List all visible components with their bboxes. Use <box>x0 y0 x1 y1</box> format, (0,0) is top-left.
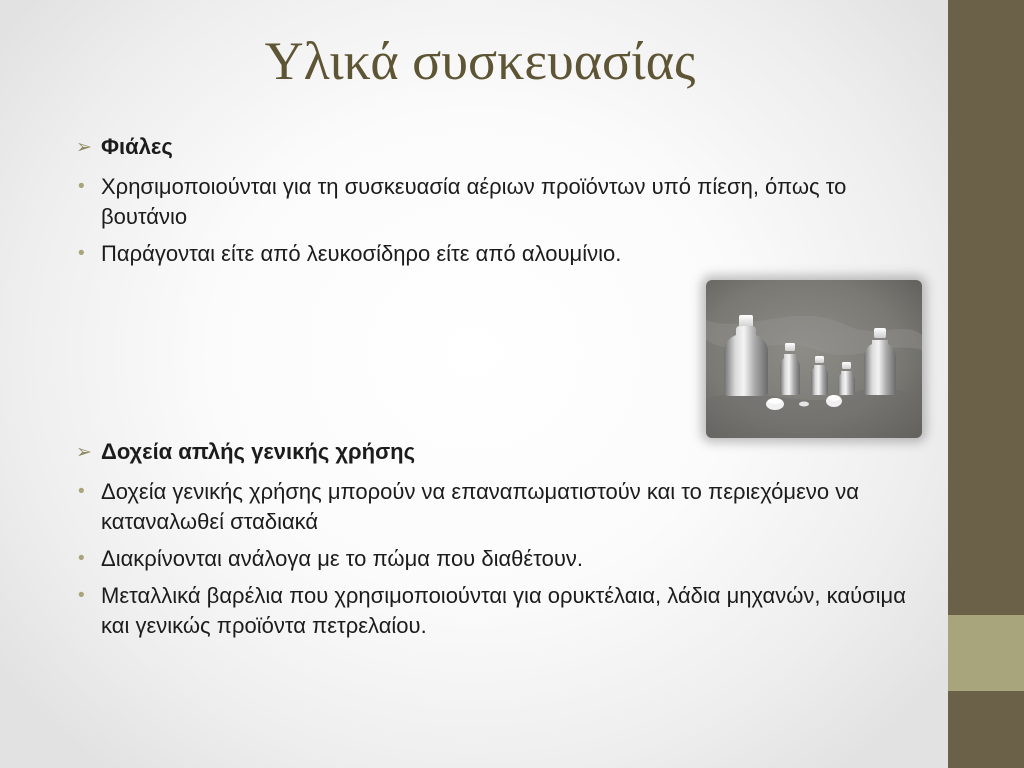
section-general-containers <box>76 437 916 648</box>
dot-bullet-icon: • <box>78 176 85 197</box>
dot-bullet-icon: • <box>78 481 85 502</box>
arrow-bullet-icon: ➢ <box>76 441 92 463</box>
section-heading: Φιάλες <box>101 134 173 159</box>
bullet-item <box>76 477 916 537</box>
dot-bullet-icon: • <box>78 243 85 264</box>
bullet-text: Διακρίνονται ανάλογα με το πώμα που διαθέτουν. <box>101 546 583 571</box>
section-heading-row <box>76 132 916 162</box>
section-heading-row <box>76 437 916 467</box>
bullet-text: Χρησιμοποιούνται για τη συσκευασία αέριων προϊόντων υπό πίεση, όπως το βουτάνιο <box>101 174 847 229</box>
bullet-item <box>76 544 916 574</box>
slide-title: Υλικά συσκευασίας <box>264 31 696 91</box>
dot-bullet-icon: • <box>78 548 85 569</box>
arrow-bullet-icon: ➢ <box>76 136 92 158</box>
aluminum-bottles-photo <box>706 280 922 438</box>
bullet-item <box>76 172 916 232</box>
dot-bullet-icon: • <box>78 585 85 606</box>
section-bottles <box>76 132 916 276</box>
bullet-item <box>76 239 916 269</box>
sidebar-accent-block <box>948 615 1024 691</box>
bullet-item <box>76 581 916 641</box>
bullet-text: Δοχεία γενικής χρήσης μπορούν να επαναπωματιστούν και το περιεχόμενο να καταναλωθεί σταδιακά <box>101 479 859 534</box>
section-heading: Δοχεία απλής γενικής χρήσης <box>101 439 416 464</box>
bullet-text: Παράγονται είτε από λευκοσίδηρο είτε από αλουμίνιο. <box>101 241 622 266</box>
bullet-text: Μεταλλικά βαρέλια που χρησιμοποιούνται για ορυκτέλαια, λάδια μηχανών, καύσιμα και γενικώς προϊόντα πετρελαίου. <box>101 583 906 638</box>
